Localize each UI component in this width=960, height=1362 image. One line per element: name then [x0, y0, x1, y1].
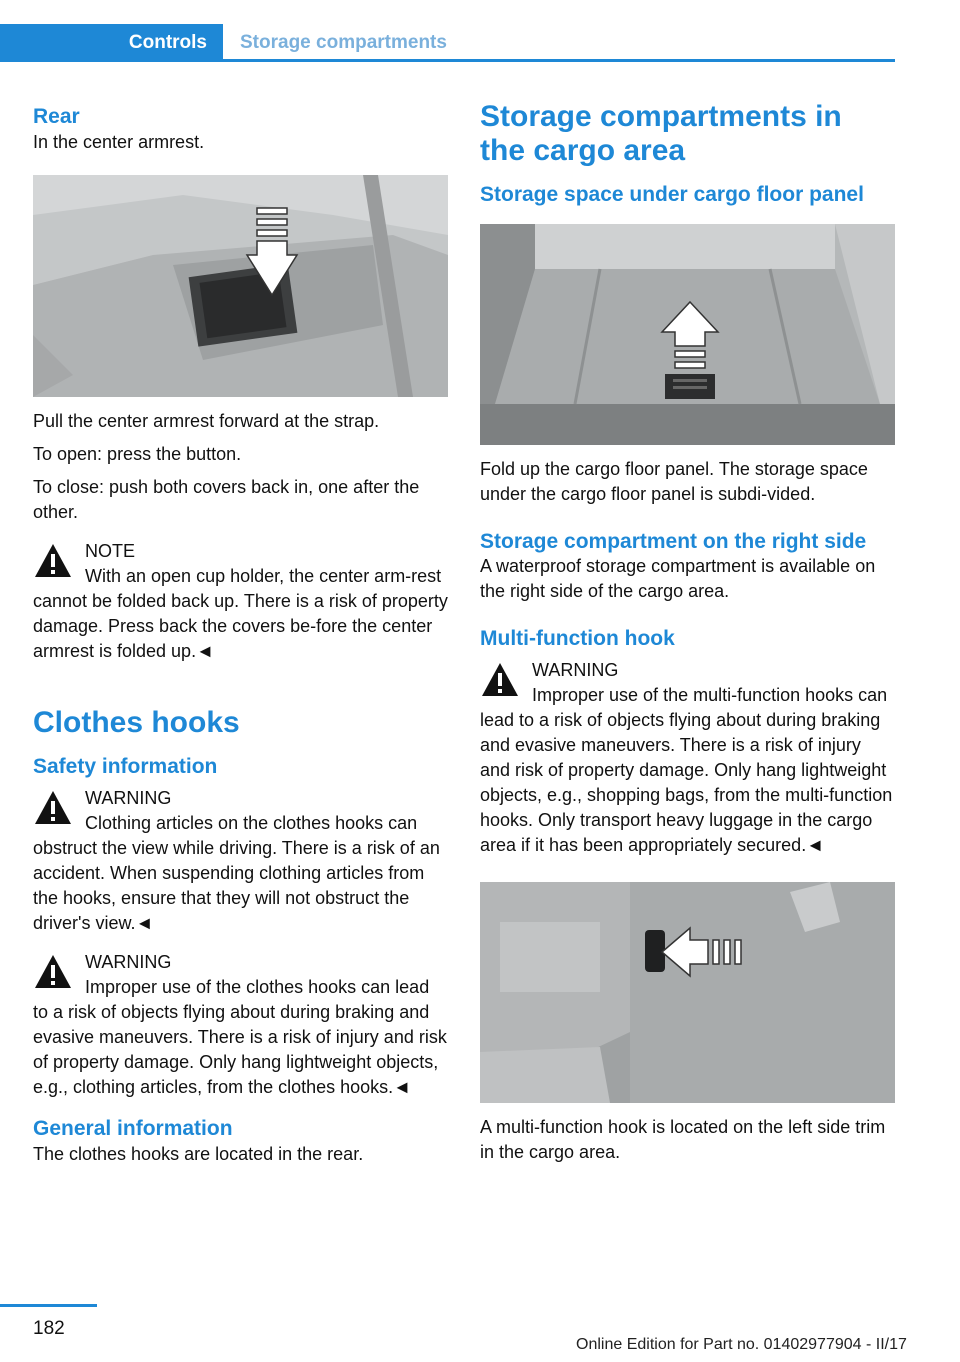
right-side-text: A waterproof storage compartment is available on the right side of the cargo area. [480, 556, 876, 601]
armrest-photo [33, 175, 448, 397]
warning-triangle-icon [33, 788, 73, 828]
under-floor-text: Fold up the cargo floor panel. The storage space under the cargo floor panel is subdi-vided. [480, 459, 868, 504]
warning-text: Improper use of the clothes hooks can lead to a risk of objects flying about during braking and evasive maneuvers. There is a risk of injury and risk of property damage. Only hang lightweight objects, e.g., clothing articles, from the clothes hooks.◄ [33, 977, 447, 1097]
warning-triangle-icon [33, 952, 73, 992]
note-label: NOTE [85, 541, 136, 561]
general-info-heading: General information [33, 1117, 233, 1140]
header-rule [0, 59, 895, 62]
warning-label: WARNING [85, 952, 172, 972]
note-text: With an open cup holder, the center arm-rest cannot be folded back up. There is a risk of property damage. Press back the covers be-fore the center armrest is folded up.◄ [33, 566, 448, 661]
left-column [33, 100, 448, 1175]
clothes-warning-2 [33, 950, 448, 1100]
cargo-floor-illustration [480, 224, 895, 445]
warning-label: WARNING [85, 788, 172, 808]
armrest-step-1: Pull the center armrest forward at the strap. [33, 411, 380, 431]
right-column [480, 100, 895, 1173]
armrest-photo-illustration [33, 175, 448, 397]
warning-text: Improper use of the multi-function hooks can lead to a risk of objects flying about during braking and evasive maneuvers. There is a risk of injury and risk of property damage. Only hang lightweight objects, e.g., shopping bags, from the multi-function hooks. Only transport heavy luggage in the cargo area if it has been appropriately secured.◄ [480, 685, 893, 855]
clothes-warning-1 [33, 786, 448, 936]
header-tabs [0, 24, 895, 62]
hook-warning [480, 658, 895, 858]
footer-rule [0, 1304, 97, 1307]
edition-text: Online Edition for Part no. 01402977904 - II/17 [576, 1336, 907, 1353]
armrest-step-3: To close: push both covers back in, one after the other. [33, 477, 420, 522]
right-side-heading: Storage compartment on the right side [480, 530, 867, 553]
cargo-storage-title: Storage compartments in the cargo area [480, 100, 842, 167]
clothes-hooks-title: Clothes hooks [33, 706, 240, 739]
hook-location-text: A multi-function hook is located on the left side trim in the cargo area. [480, 1117, 886, 1162]
rear-subtext: In the center armrest. [33, 132, 205, 152]
tab-storage-compartments[interactable]: Storage compartments [240, 32, 447, 53]
armrest-step-2: To open: press the button. [33, 444, 242, 464]
general-info-text: The clothes hooks are located in the rear. [33, 1144, 364, 1164]
page-number: 182 [33, 1318, 65, 1339]
warning-triangle-icon [33, 541, 73, 581]
cargo-floor-photo [480, 224, 895, 445]
warning-triangle-icon [480, 660, 520, 700]
warning-text: Clothing articles on the clothes hooks can obstruct the view while driving. There is a risk of an accident. When suspending clothing articles from the hooks, ensure that they will not obstruct the driver's view.◄ [33, 813, 440, 933]
rear-heading: Rear [33, 105, 80, 128]
under-floor-heading: Storage space under cargo floor panel [480, 183, 864, 206]
hook-photo [480, 882, 895, 1103]
safety-info-heading: Safety information [33, 755, 218, 778]
warning-label: WARNING [532, 660, 619, 680]
tab-controls[interactable]: Controls [0, 24, 223, 62]
note-block [33, 539, 448, 664]
hook-illustration [480, 882, 895, 1103]
hook-heading: Multi-function hook [480, 627, 675, 650]
